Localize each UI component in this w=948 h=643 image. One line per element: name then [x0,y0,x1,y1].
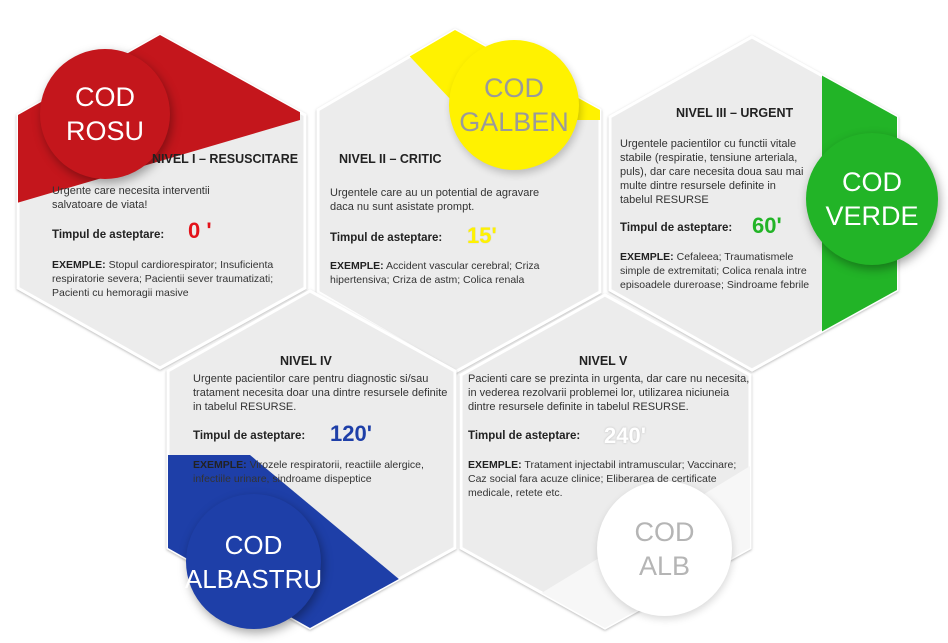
nivel-3-examples-text: Cefaleea; Traumatismele simple de extremitati; Colica renala intre episoadele dureroase; Sindroame febrile [620,251,810,291]
nivel-1-wait-value: 0 ' [188,218,212,243]
nivel-4-wait-label: Timpul de asteptare: [193,430,306,442]
cod-rosu-line1: COD [75,82,135,112]
cod-alb-circle [597,481,732,616]
nivel-2-examples [330,259,592,287]
nivel-5-wait-value: 240' [604,423,646,448]
nivel-5-examples [468,458,743,500]
nivel-2-examples-label: EXEMPLE: [330,260,384,272]
nivel-3-wait-value: 60' [752,213,782,238]
nivel-5-description: Pacienti care se prezinta in urgenta, dar care nu necesita, in vederea rezolvarii problemei lor, utilizarea niciuneia dintre resursele definite in tabelul RESURSE. [468,373,750,413]
nivel-5-examples-label: EXEMPLE: [468,459,522,471]
nivel-5-title: NIVEL V [579,354,628,368]
nivel-2-wait-value: 15' [467,223,497,248]
cod-albastru-line1: COD [224,529,283,560]
cod-verde-line1: COD [842,167,902,197]
cod-alb-line1: COD [634,516,695,547]
nivel-1-examples [52,258,302,300]
nivel-2-title: NIVEL II – CRITIC [339,152,442,166]
nivel-3-wait-label: Timpul de asteptare: [620,222,733,234]
nivel-1-examples-label: EXEMPLE: [52,259,106,271]
cod-albastru-line2: ALBASTRU [184,563,323,594]
nivel-1-description: Urgente care necesita interventii salvatoare de viata! [52,185,210,211]
nivel-4-wait-value: 120' [330,421,372,446]
cod-rosu-circle [40,49,170,179]
nivel-3-examples-label: EXEMPLE: [620,251,674,263]
cod-galben-line2: GALBEN [459,107,569,137]
nivel-4-title: NIVEL IV [280,354,332,368]
nivel-2-wait-label: Timpul de asteptare: [330,232,443,244]
cod-verde-line2: VERDE [825,201,919,231]
nivel-2-description: Urgentele care au un potential de agravare daca nu sunt asistate prompt. [330,187,540,213]
nivel-3-description: Urgentele pacientilor cu functii vitale stabile (respiratie, tensiune arteriala, puls), dar care necesita doua sau mai multe dintre resursele definite in tabelul RESURSE [620,138,804,206]
nivel-4-description: Urgente pacientilor care pentru diagnostic si/sau tratament necesita doar una dintre resursele definite in tabelul RESURSE. [193,373,448,413]
nivel-3-examples [620,250,825,292]
nivel-1-examples-text: Stopul cardiorespirator; Insuficienta respiratorie severa; Pacientii sever traumatizati; Pacienti cu hemoragii masive [52,259,274,299]
cod-galben-line1: COD [484,73,544,103]
nivel-4-examples-text: Virozele respiratorii, reactiile alergice, infectiile urinare, sindroame dispeptice [193,459,424,485]
nivel-1-title: NIVEL I – RESUSCITARE [152,152,299,166]
nivel-4-examples [193,458,455,486]
cod-verde-circle [806,133,938,265]
nivel-4-examples-label: EXEMPLE: [193,459,247,471]
cod-albastru-circle [186,494,321,629]
cod-rosu-line2: ROSU [65,116,144,146]
nivel-5-examples-text: Tratament injectabil intramuscular; Vaccinare; Caz social fara acuze clinice; Eliberarea de certificate medicale, retete etc. [468,459,737,499]
nivel-3-title: NIVEL III – URGENT [676,106,794,120]
nivel-2-examples-text: Accident vascular cerebral; Criza hipertensiva; Criza de astm; Colica renala [330,260,540,286]
nivel-5-wait-label: Timpul de asteptare: [468,430,581,442]
cod-galben-circle [449,40,579,170]
cod-alb-line2: ALB [638,550,691,581]
nivel-1-wait-label: Timpul de asteptare: [52,229,165,241]
